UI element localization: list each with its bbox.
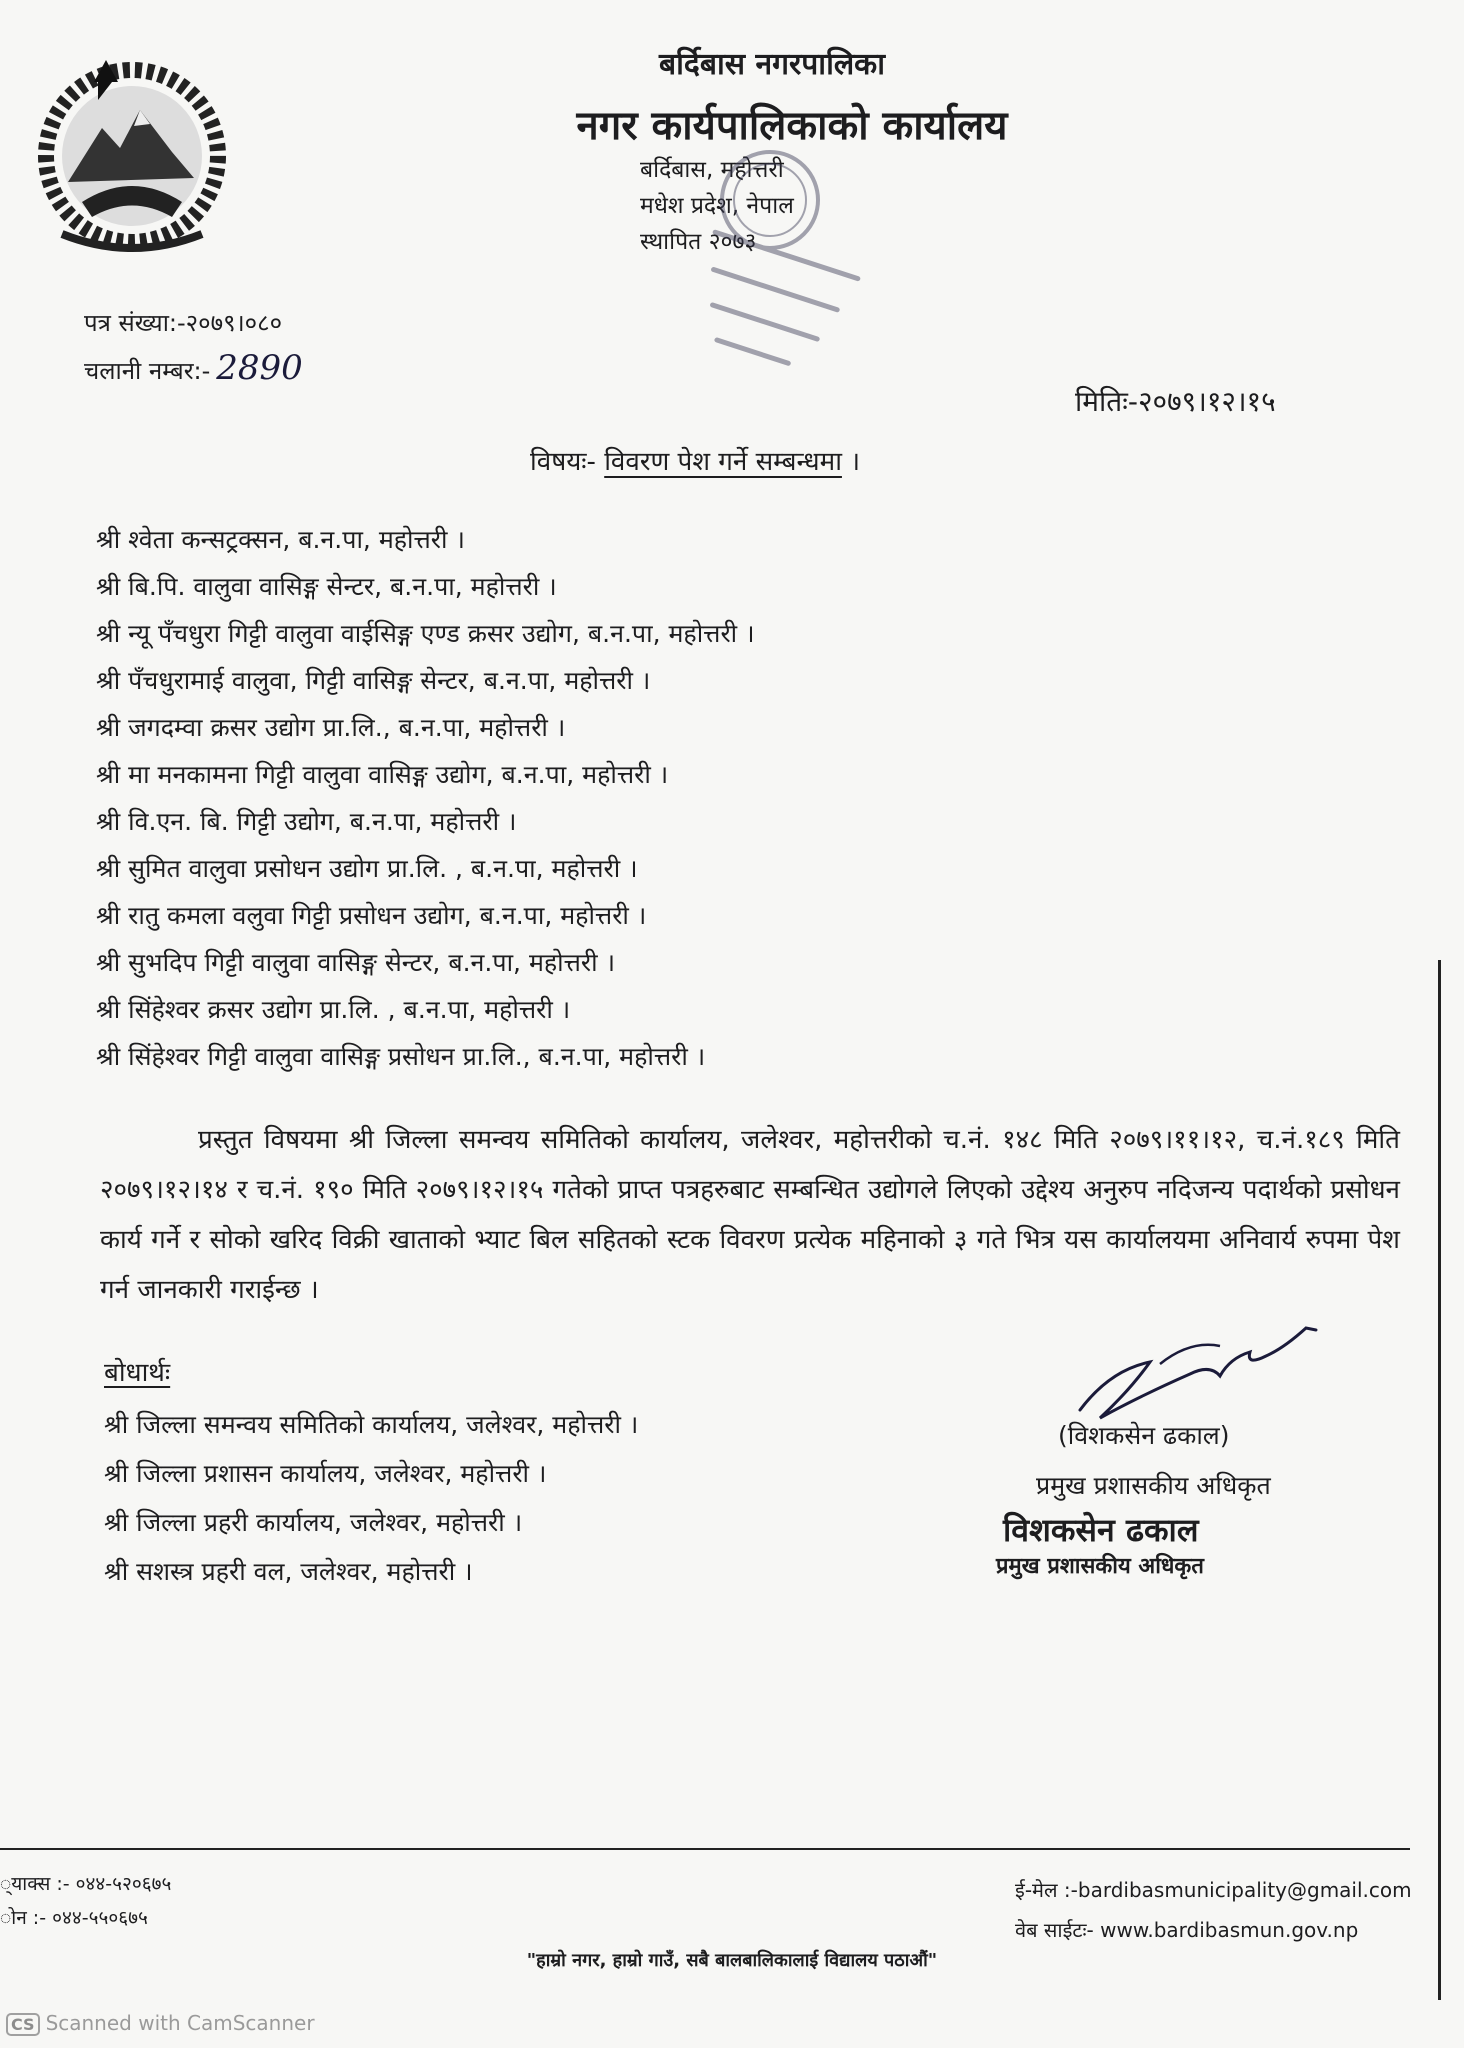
footer-website: वेब साईटः- www.bardibasmun.gov.np	[1015, 1918, 1359, 1942]
page-edge-line	[1438, 960, 1441, 2000]
dispatch-number	[84, 348, 303, 388]
cc-title: बोधार्थः	[104, 1358, 171, 1388]
list-item: श्री जिल्ला समन्वय समितिको कार्यालय, जलेश्वर, महोत्तरी ।	[104, 1410, 639, 1439]
body-paragraph: प्रस्तुत विषयमा श्री जिल्ला समन्वय समितिको कार्यालय, जलेश्वर, महोत्तरीको च.नं. १४८ मिति २०७९।११।१२, च.नं.१८९ मिति २०७९।१२।१४ र च.नं. १९० मिति २०७९।१२।१५ गतेको प्राप्त पत्रहरुबाट सम्बन्धित उद्योगले लिएको उद्देश्य अनुरुप नदिजन्य पदार्थको प्रसोधन कार्य गर्ने र सोको खरिद विक्री खाताको भ्याट बिल सहितको स्टक विवरण प्रत्येक महिनाको ३ गते भित्र यस कार्यालयमा अनिवार्य रुपमा पेश गर्न जानकारी गराईन्छ ।	[100, 1125, 1400, 1305]
recipient-list	[96, 516, 1096, 1080]
name-stamp: विशकसेन ढकाल	[1003, 1511, 1199, 1549]
letter-number	[84, 306, 282, 339]
list-item: श्री रातु कमला वलुवा गिट्टी प्रसोधन उद्योग, ब.न.पा, महोत्तरी ।	[96, 901, 647, 930]
footer-email: ई-मेल :-bardibasmunicipality@gmail.com	[1015, 1878, 1412, 1902]
footer-phone: ोन :- ०४४-५५०६७५	[0, 1907, 148, 1929]
letter-date: मितिः-२०७९।१२।१५	[1075, 385, 1276, 418]
list-item: श्री सशस्त्र प्रहरी वल, जलेश्वर, महोत्तरी ।	[104, 1557, 473, 1586]
dispatch-number-value: 2890	[216, 348, 303, 388]
camscanner-logo-icon: CS	[6, 2013, 40, 2036]
subject-label: विषयः-	[530, 447, 596, 477]
footer-fax: ्याक्स :- ०४४-५२०६७५	[0, 1873, 172, 1895]
list-item: श्री जिल्ला प्रशासन कार्यालय, जलेश्वर, महोत्तरी ।	[104, 1459, 547, 1488]
list-item: श्री सिंहेश्वर गिट्टी वालुवा वासिङ्ग प्रसोधन प्रा.लि., ब.न.पा, महोत्तरी ।	[96, 1042, 706, 1071]
scanner-watermark	[6, 2011, 315, 2036]
municipality-name: बर्दिबास नगरपालिका	[659, 47, 885, 82]
list-item: श्री जगदम्वा क्रसर उद्योग प्रा.लि., ब.न.पा, महोत्तरी ।	[96, 713, 566, 742]
subject-line	[530, 442, 860, 478]
list-item: श्री जिल्ला प्रहरी कार्यालय, जलेश्वर, महोत्तरी ।	[104, 1508, 523, 1537]
subject-end: ।	[850, 447, 861, 477]
cc-list	[104, 1400, 638, 1596]
footer-divider	[0, 1848, 1410, 1850]
list-item: श्री बि.पि. वालुवा वासिङ्ग सेन्टर, ब.न.पा, महोत्तरी ।	[96, 572, 557, 601]
letter-number-label: पत्र संख्या:-	[84, 309, 186, 337]
signatory-name: (विशकसेन ढकाल)	[1058, 1421, 1230, 1450]
list-item: श्री पँचधुरामाई वालुवा, गिट्टी वासिङ्ग सेन्टर, ब.न.पा, महोत्तरी ।	[96, 666, 651, 695]
list-item: श्री सुभदिप गिट्टी वालुवा वासिङ्ग सेन्टर, ब.न.पा, महोत्तरी ।	[96, 948, 616, 977]
address-line-3: स्थापित २०७३	[640, 229, 757, 255]
list-item: श्री सुमित वालुवा प्रसोधन उद्योग प्रा.लि. , ब.न.पा, महोत्तरी ।	[96, 854, 638, 883]
dispatch-number-label: चलानी नम्बर:-	[84, 357, 211, 385]
list-item: श्री वि.एन. बि. गिट्टी उद्योग, ब.न.पा, महोत्तरी ।	[96, 807, 517, 836]
list-item: श्री सिंहेश्वर क्रसर उद्योग प्रा.लि. , ब.न.पा, महोत्तरी ।	[96, 995, 571, 1024]
footer-motto: "हाम्रो नगर, हाम्रो गाउँ, सबै बालबालिकालाई विद्यालय पठाऔं"	[526, 1950, 938, 1971]
title-stamp: प्रमुख प्रशासकीय अधिकृत	[996, 1554, 1204, 1579]
list-item: श्री न्यू पँचधुरा गिट्टी वालुवा वाईसिङ्ग एण्ड क्रसर उद्योग, ब.न.पा, महोत्तरी ।	[96, 619, 755, 648]
subject-text: विवरण पेश गर्ने सम्बन्धमा	[604, 447, 842, 477]
list-item: श्री मा मनकामना गिट्टी वालुवा वासिङ्ग उद्योग, ब.न.पा, महोत्तरी ।	[96, 760, 669, 789]
signature-icon	[1070, 1300, 1330, 1430]
list-item: श्री श्वेता कन्सट्रक्सन, ब.न.पा, महोत्तरी ।	[96, 525, 465, 554]
address-line-1: बर्दिबास, महोत्तरी	[640, 157, 784, 183]
office-stamp-icon	[640, 140, 900, 380]
signatory-title: प्रमुख प्रशासकीय अधिकृत	[1036, 1471, 1271, 1500]
office-title: नगर कार्यपालिकाको कार्यालय	[576, 103, 1008, 149]
letter-number-value: २०७९।०८०	[185, 309, 283, 337]
scanner-text: Scanned with CamScanner	[45, 2011, 315, 2035]
address-line-2: मधेश प्रदेश, नेपाल	[640, 193, 794, 219]
